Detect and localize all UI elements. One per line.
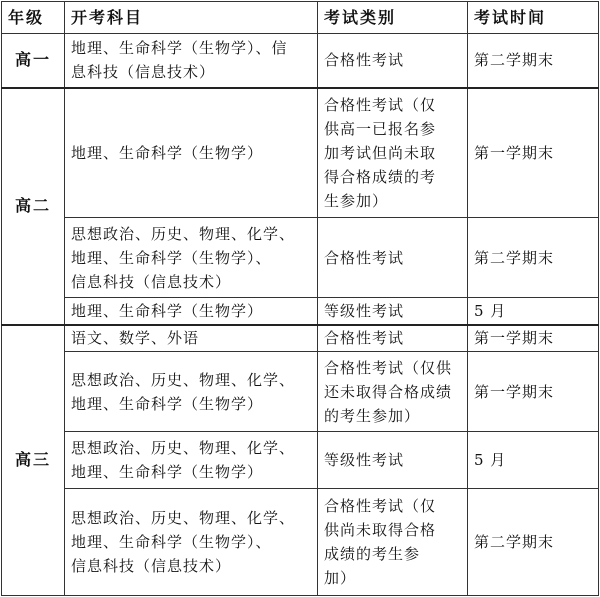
category-cell: 合格性考试 — [318, 325, 468, 352]
time-cell: 第二学期末 — [468, 34, 599, 88]
time-cell: 第二学期末 — [468, 489, 599, 596]
category-cell: 等级性考试 — [318, 298, 468, 325]
category-cell: 合格性考试（仅 供高一已报名参 加考试但尚未取 得合格成绩的考 生参加） — [318, 88, 468, 218]
table-row — [2, 432, 599, 489]
time-cell: 第一学期末 — [468, 325, 599, 352]
subjects-cell: 地理、生命科学（生物学） — [65, 298, 318, 325]
grade-cell: 高二 — [2, 88, 65, 325]
header-category: 考试类别 — [318, 2, 468, 34]
subjects-cell: 地理、生命科学（生物学）、信 息科技（信息技术） — [65, 34, 318, 88]
table-row — [2, 489, 599, 596]
table-row — [2, 352, 599, 432]
category-cell: 等级性考试 — [318, 432, 468, 489]
table-row — [2, 298, 599, 325]
subjects-cell: 思想政治、历史、物理、化学、 地理、生命科学（生物学） — [65, 352, 318, 432]
table-row — [2, 325, 599, 352]
exam-schedule-table — [1, 1, 599, 596]
grade-cell: 高三 — [2, 325, 65, 596]
subjects-cell: 思想政治、历史、物理、化学、 地理、生命科学（生物学） — [65, 432, 318, 489]
header-grade: 年级 — [2, 2, 65, 34]
time-cell: 第一学期末 — [468, 352, 599, 432]
category-cell: 合格性考试 — [318, 34, 468, 88]
subjects-cell: 语文、数学、外语 — [65, 325, 318, 352]
time-cell: 5 月 — [468, 432, 599, 489]
category-cell: 合格性考试（仅 供尚未取得合格 成绩的考生参 加） — [318, 489, 468, 596]
grade-cell: 高一 — [2, 34, 65, 88]
time-cell: 第二学期末 — [468, 218, 599, 298]
table-row — [2, 218, 599, 298]
header-time: 考试时间 — [468, 2, 599, 34]
subjects-cell: 地理、生命科学（生物学） — [65, 88, 318, 218]
category-cell: 合格性考试 — [318, 218, 468, 298]
subjects-cell: 思想政治、历史、物理、化学、 地理、生命科学（生物学）、 信息科技（信息技术） — [65, 218, 318, 298]
category-cell: 合格性考试（仅供 还未取得合格成绩 的考生参加） — [318, 352, 468, 432]
table-row — [2, 88, 599, 218]
table-row — [2, 34, 599, 88]
time-cell: 第一学期末 — [468, 88, 599, 218]
subjects-cell: 思想政治、历史、物理、化学、 地理、生命科学（生物学）、 信息科技（信息技术） — [65, 489, 318, 596]
table-header-row — [2, 2, 599, 34]
header-subjects: 开考科目 — [65, 2, 318, 34]
time-cell: 5 月 — [468, 298, 599, 325]
